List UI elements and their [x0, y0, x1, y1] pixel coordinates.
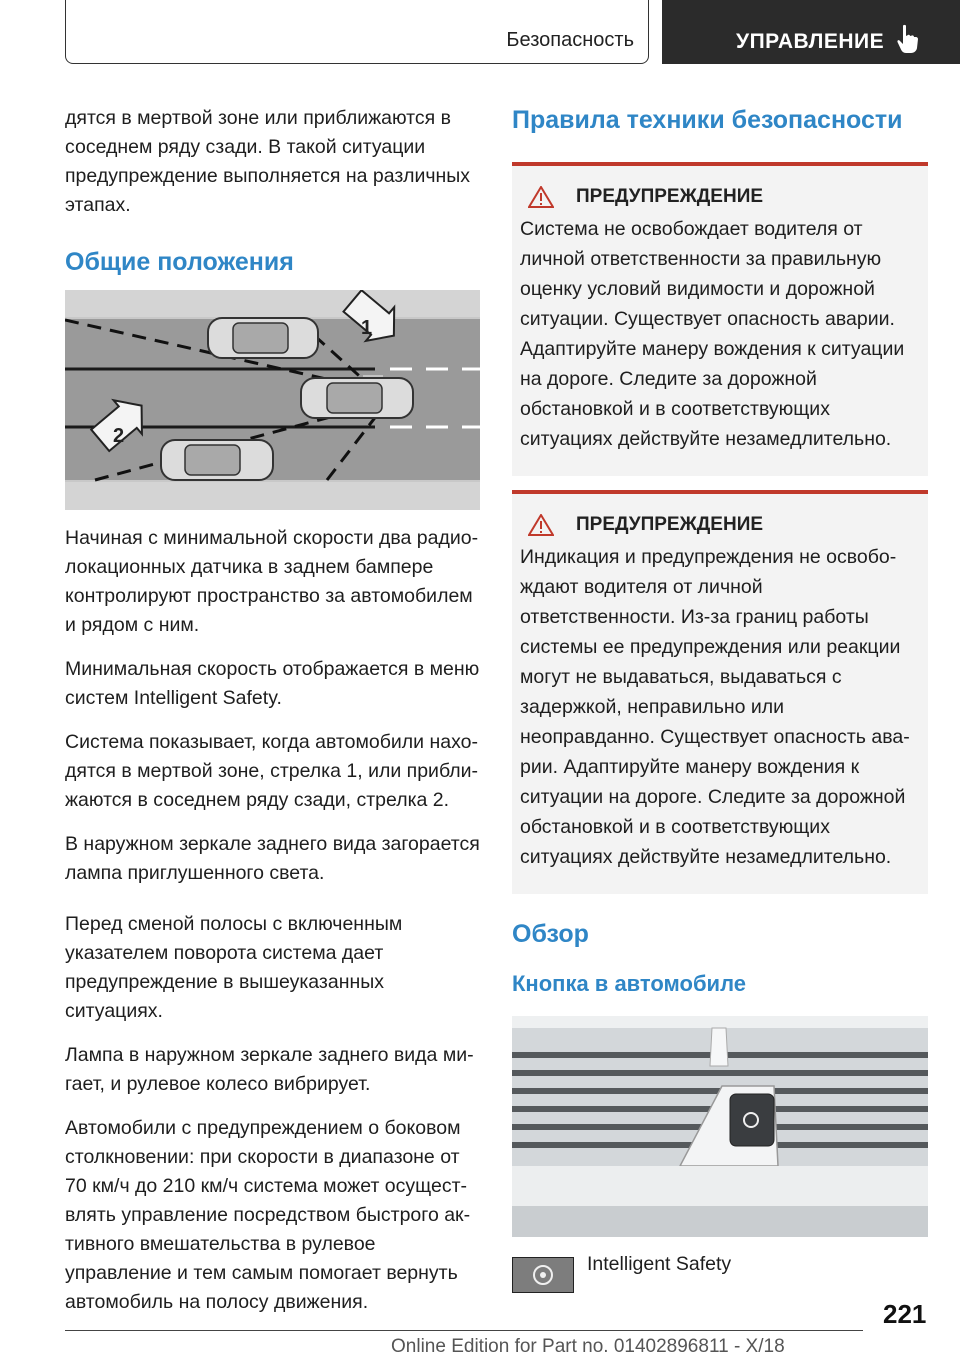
warning-text: Индикация и предупреждения не освобождают водителя от личной ответственности. Из-за границ работы системы ее предупреждения или реакции могут не выдаваться, выдаваться с задержкой, неправильно или неоправданно. Существует опасность аварии. Адаптируйте манеру вождения к ситуации на дороге. Следите за дорожной обстановкой и в соответствующих ситуациях действуйте незамедлительно. [520, 546, 910, 868]
pointing-hand-icon [896, 24, 920, 54]
paragraph: Начиная с минимальной скорости два радиолокационных датчика в заднем бампере контролируют пространство за автомобилем и рядом с ним. [65, 527, 479, 636]
intelligent-safety-icon [512, 1257, 574, 1293]
footer-divider [65, 1330, 863, 1331]
warning-title: ПРЕДУПРЕЖДЕНИЕ [576, 514, 764, 535]
left-column [65, 104, 480, 1332]
blind-spot-illustration [65, 290, 480, 510]
grille-button-photo [512, 1016, 928, 1237]
footer-edition: Online Edition for Part no. 01402896811 - X/18 [391, 1336, 785, 1357]
section-heading-safety: Правила техники безопасности [512, 106, 903, 134]
header-chapter-title: УПРАВЛЕНИЕ [736, 30, 885, 53]
car-top [208, 318, 318, 358]
car-bottom [161, 440, 273, 480]
header-chapter-tab [662, 0, 960, 64]
warning-title: ПРЕДУПРЕЖДЕНИЕ [576, 186, 764, 207]
dashboard-grille-graphic [512, 1016, 928, 1237]
arrow-1-label: 1 [361, 317, 373, 339]
warning-triangle-icon [528, 514, 554, 536]
paragraph: Автомобили с предупреждением о боковом столкновении: при скорости в диапазоне от 70 км/ч до 210 км/ч система может осуществлять управление посредством быстрого активного вмешательства в рулевое управление и тем самым помогает вернуть автомобиль на полосу движения. [65, 1117, 471, 1313]
section-heading-general: Общие положения [65, 248, 294, 276]
header-section-title: Безопасность [506, 29, 634, 51]
warning-box [512, 490, 928, 894]
car-middle [301, 378, 413, 418]
subheading-button: Кнопка в автомобиле [512, 971, 746, 996]
paragraph: Перед сменой полосы с включенным указателем поворота система дает предупреждение в вышеуказанных ситуациях. [65, 913, 403, 1022]
paragraph: Система показывает, когда автомобили находятся в мертвой зоне, стрелка 1, или приближаются в соседнем ряду сзади, стрелка 2. [65, 731, 479, 811]
arrow-2-label: 2 [113, 425, 125, 447]
intelligent-safety-label: Intelligent Safety [587, 1253, 732, 1275]
section-heading-overview: Обзор [512, 920, 589, 948]
page-number: 221 [883, 1299, 927, 1329]
paragraph: дятся в мертвой зоне или приближаются в соседнем ряду сзади. В такой ситуации предупреждение выполняется на различных этапах. [65, 107, 471, 216]
warning-title-row [520, 514, 920, 536]
warning-text: Система не освобождает водителя от личной ответственности за правильную оценку условий видимости и дорожной ситуации. Существует опасность аварии. Адаптируйте манеру вождения к ситуации на дороге. Следите за дорожной обстановкой и в соответствующих ситуациях действуйте незамедлительно. [520, 218, 905, 450]
paragraph: Лампа в наружном зеркале заднего вида мигает, и рулевое колесо вибрирует. [65, 1044, 474, 1095]
warning-triangle-icon [528, 186, 554, 208]
warning-title-row [520, 186, 920, 208]
right-column [512, 104, 928, 1293]
paragraph: В наружном зеркале заднего вида загорается лампа приглушенного света. [65, 833, 480, 884]
paragraph: Минимальная скорость отображается в меню систем Intelligent Safety. [65, 658, 480, 709]
road-lanes-graphic [65, 290, 480, 510]
warning-box [512, 162, 928, 476]
button-legend-row [512, 1253, 928, 1293]
header-section-tab [65, 0, 649, 64]
